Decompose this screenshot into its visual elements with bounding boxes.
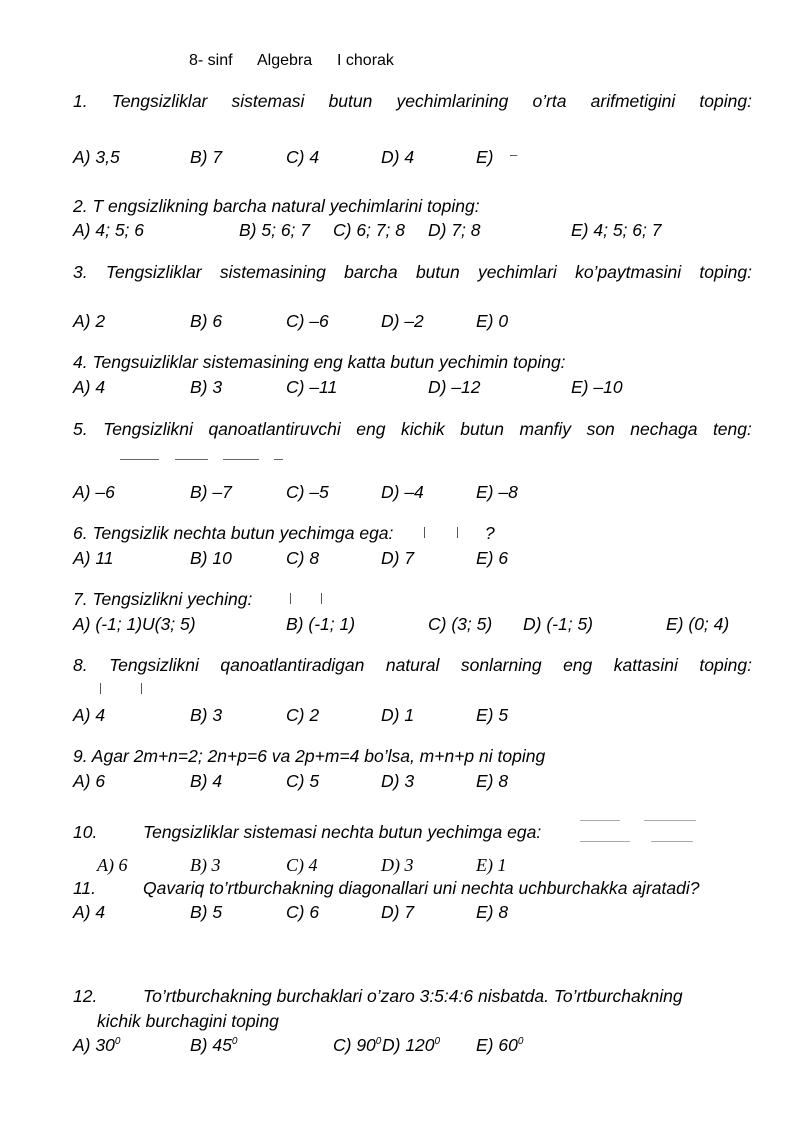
question-number: 5. [73, 419, 88, 439]
formula-bar [424, 527, 425, 538]
word: manfiy [519, 419, 572, 439]
option-e: E) –10 [571, 377, 623, 397]
formula-placeholder-line [120, 459, 159, 460]
option-c: C) 6; 7; 8 [333, 220, 405, 240]
question-number: 1. [73, 91, 88, 111]
option-c: C) –5 [286, 482, 329, 502]
question-9-text: 9. Agar 2m+n=2; 2n+p=6 va 2p+m=4 bo’lsa, m+n+p ni toping [73, 746, 546, 766]
question-8-text [73, 657, 752, 675]
option-e: E) 0 [476, 311, 509, 331]
question-6-text: 6. Tengsizlik nechta butun yechimga ega: [73, 523, 394, 543]
question-2-text: 2. T engsizlikning barcha natural yechimlarini toping: [73, 196, 480, 216]
option-b: B) 6 [190, 311, 223, 331]
question-number: 12. [73, 986, 98, 1006]
formula-bar [100, 683, 101, 694]
option-d: D) (-1; 5) [523, 614, 593, 634]
option-c: C) 4 [286, 855, 318, 875]
word: Tengsizliklar [111, 91, 208, 111]
formula-placeholder-line [580, 841, 630, 842]
word: Tengsizlikni [103, 419, 193, 439]
option-b: B) 10 [190, 548, 232, 568]
word: eng [356, 419, 386, 439]
word: teng: [712, 419, 752, 439]
word: sistemasining [219, 262, 326, 282]
word: arifmetigini [590, 91, 676, 111]
option-e: E) 4; 5; 6; 7 [571, 220, 662, 240]
option-e: E) $60^0$ [476, 1035, 524, 1055]
option-c: C) 4 [286, 147, 320, 167]
word: o’rta [532, 91, 567, 111]
formula-placeholder-line [651, 841, 693, 842]
option-d: D) –2 [381, 311, 424, 331]
question-12-text: To’rtburchakning burchaklari o’zaro 3:5:4:6 nisbatda. To’rtburchakning [143, 986, 683, 1006]
option-c: C) 5 [286, 771, 320, 791]
option-a: A) 2 [73, 311, 106, 331]
option-d: D) 7; 8 [428, 220, 481, 240]
word: Tengsizliklar [105, 262, 202, 282]
header-grade: 8- sinf [189, 52, 233, 69]
question-10-text: Tengsizliklar sistemasi nechta butun yechimga ega: [143, 822, 542, 842]
option-e: E) [476, 147, 494, 167]
option-a: A) 6 [73, 771, 106, 791]
word: qanoatlantiradigan [220, 655, 365, 675]
header-term: I chorak [337, 52, 394, 69]
formula-placeholder-line [274, 459, 283, 460]
question-11-text: Qavariq to’rtburchakning diagonallari uni nechta uchburchakka ajratadi? [143, 878, 700, 898]
formula-bar [290, 593, 291, 604]
option-c: C) 8 [286, 548, 320, 568]
formula-placeholder-line [644, 820, 696, 821]
option-d: D) 4 [381, 147, 415, 167]
option-b: B) 7 [190, 147, 223, 167]
word: ko’paytmasini [575, 262, 682, 282]
question-7-text: 7. Tengsizlikni yeching: [73, 589, 253, 609]
word: toping: [699, 655, 752, 675]
option-b: B) 3 [190, 855, 221, 875]
question-number: 3. [73, 262, 88, 282]
option-c: C) 2 [286, 705, 320, 725]
formula-placeholder-line [223, 459, 259, 460]
word: nechaga [630, 419, 698, 439]
option-a: A) 4; 5; 6 [73, 220, 145, 240]
option-e: E) 6 [476, 548, 509, 568]
option-b: B) 3 [190, 377, 223, 397]
word: yechimlari [478, 262, 557, 282]
option-d: D) 3 [381, 771, 415, 791]
formula-bar [321, 593, 322, 604]
word: toping: [699, 262, 752, 282]
option-b: B) 3 [190, 705, 223, 725]
option-a: A) –6 [73, 482, 115, 502]
word: yechimlarining [396, 91, 509, 111]
option-e: E) 5 [476, 705, 509, 725]
option-e: E) 8 [476, 771, 509, 791]
header-subject: Algebra [257, 52, 313, 69]
question-number: 10. [73, 822, 98, 842]
dash-mark: – [510, 147, 518, 162]
formula-placeholder-line [175, 459, 208, 460]
word: butun [328, 91, 373, 111]
word: butun [415, 262, 460, 282]
word: sistemasi [231, 91, 305, 111]
word: eng [563, 655, 593, 675]
option-a: A) 6 [97, 855, 128, 875]
option-c: C) $90^0$ [333, 1035, 382, 1055]
option-c: C) (3; 5) [428, 614, 493, 634]
option-d: D) 7 [381, 902, 415, 922]
question-12-text-line2: kichik burchagini toping [97, 1011, 279, 1031]
option-c: C) –6 [286, 311, 329, 331]
option-b: B) –7 [190, 482, 232, 502]
option-d: D) 1 [381, 705, 415, 725]
option-c: C) 6 [286, 902, 320, 922]
option-a: A) (-1; 1)U(3; 5) [73, 614, 196, 634]
word: son [586, 419, 615, 439]
option-e: E) 8 [476, 902, 509, 922]
word: sonlarning [460, 655, 542, 675]
question-mark: ? [485, 523, 495, 543]
option-b: B) 4 [190, 771, 223, 791]
option-a: A) 11 [73, 548, 114, 568]
question-number: 11. [73, 878, 97, 898]
option-d: D) –4 [381, 482, 424, 502]
word: barcha [344, 262, 398, 282]
option-d: D) 7 [381, 548, 415, 568]
option-b: B) (-1; 1) [286, 614, 356, 634]
option-a: A) 4 [73, 902, 106, 922]
option-d: D) –12 [428, 377, 481, 397]
word: kattasini [613, 655, 678, 675]
option-a: A) 3,5 [73, 147, 120, 167]
question-3-text [73, 264, 752, 282]
word: natural [385, 655, 440, 675]
formula-bar [141, 683, 142, 694]
word: qanoatlantiruvchi [208, 419, 341, 439]
question-number: 8. [73, 655, 88, 675]
option-b: B) 5 [190, 902, 223, 922]
option-a: A) 4 [73, 377, 106, 397]
formula-placeholder-line [580, 820, 620, 821]
option-a: A) 4 [73, 705, 106, 725]
word: kichik [400, 419, 445, 439]
word: toping: [699, 91, 752, 111]
question-1-text [73, 93, 752, 111]
option-c: C) –11 [286, 377, 338, 397]
option-e: E) 1 [476, 855, 507, 875]
word: Tengsizlikni [109, 655, 199, 675]
option-a: A) $30^0$ [73, 1035, 121, 1055]
option-b: B) $45^0$ [190, 1035, 238, 1055]
formula-bar [457, 527, 458, 538]
option-d: D) 3 [381, 855, 414, 875]
option-e: E) –8 [476, 482, 518, 502]
option-d: D) $120^0$ [382, 1035, 441, 1055]
word: butun [460, 419, 505, 439]
question-4-text: 4. Tengsuizliklar sistemasining eng katta butun yechimin toping: [73, 352, 566, 372]
question-5-text [73, 421, 752, 439]
option-e: E) (0; 4) [666, 614, 730, 634]
option-b: B) 5; 6; 7 [239, 220, 311, 240]
